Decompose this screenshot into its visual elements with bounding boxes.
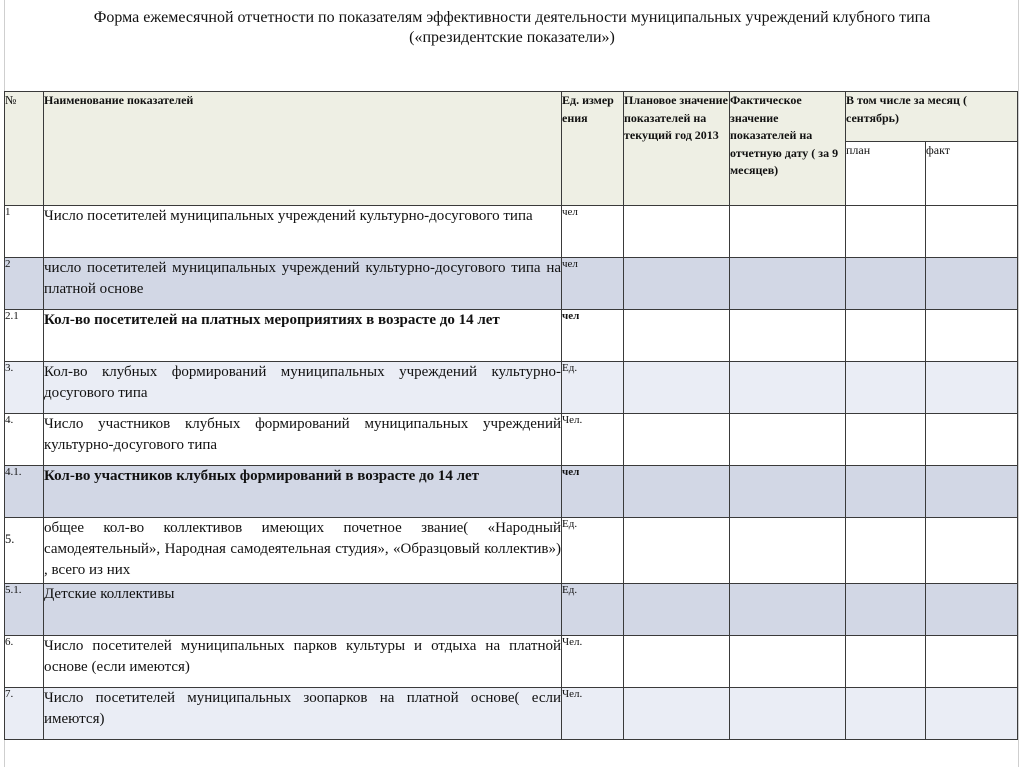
unit-cell: чел — [562, 310, 624, 362]
indicator-name: Детские коллективы — [44, 584, 562, 636]
table-row — [5, 518, 1018, 584]
unit-cell: Чел. — [562, 636, 624, 688]
month-plan-cell — [846, 466, 926, 518]
row-number: 2 — [5, 258, 44, 310]
planned-value-cell — [624, 636, 730, 688]
indicator-name: Число посетителей муниципальных зоопарков на платной основе( если имеются) — [44, 688, 562, 740]
table-row — [5, 584, 1018, 636]
row-number: 5. — [5, 518, 44, 584]
indicator-name: Число участников клубных формирований муниципальных учреждений культурно-досугового типа — [44, 414, 562, 466]
row-number: 4.1. — [5, 466, 44, 518]
actual-value-cell — [730, 518, 846, 584]
planned-value-cell — [624, 206, 730, 258]
planned-value-cell — [624, 584, 730, 636]
planned-value-cell — [624, 310, 730, 362]
indicator-name: число посетителей муниципальных учреждений культурно-досугового типа на платной основе — [44, 258, 562, 310]
table-row — [5, 636, 1018, 688]
table-row — [5, 362, 1018, 414]
header-num: № — [5, 92, 44, 206]
unit-cell: Ед. — [562, 362, 624, 414]
row-number: 5.1. — [5, 584, 44, 636]
header-plan: план — [846, 142, 926, 206]
actual-value-cell — [730, 414, 846, 466]
header-fact: факт — [926, 142, 1018, 206]
month-plan-cell — [846, 688, 926, 740]
table-header — [5, 92, 1018, 206]
header-unit: Ед. измер ения — [562, 92, 624, 206]
month-plan-cell — [846, 206, 926, 258]
planned-value-cell — [624, 414, 730, 466]
month-fact-cell — [926, 206, 1018, 258]
unit-cell: Ед. — [562, 518, 624, 584]
indicator-name: Кол-во посетителей на платных мероприятиях в возрасте до 14 лет — [44, 310, 562, 362]
actual-value-cell — [730, 258, 846, 310]
table-row — [5, 466, 1018, 518]
row-number: 2.1 — [5, 310, 44, 362]
actual-value-cell — [730, 636, 846, 688]
actual-value-cell — [730, 362, 846, 414]
month-fact-cell — [926, 362, 1018, 414]
month-plan-cell — [846, 414, 926, 466]
title-line-1: Форма ежемесячной отчетности по показателям эффективности деятельности муниципальных учреждений клубного типа — [93, 9, 931, 26]
header-actual: Фактическое значение показателей на отчетную дату ( за 9 месяцев) — [730, 92, 846, 206]
header-month-group: В том числе за месяц ( сентябрь) — [846, 92, 1018, 142]
planned-value-cell — [624, 688, 730, 740]
planned-value-cell — [624, 258, 730, 310]
month-fact-cell — [926, 414, 1018, 466]
indicator-name: Кол-во участников клубных формирований в возрасте до 14 лет — [44, 466, 562, 518]
row-number: 7. — [5, 688, 44, 740]
month-fact-cell — [926, 466, 1018, 518]
table-row — [5, 688, 1018, 740]
month-fact-cell — [926, 310, 1018, 362]
month-plan-cell — [846, 258, 926, 310]
unit-cell: чел — [562, 466, 624, 518]
month-fact-cell — [926, 688, 1018, 740]
header-planned: Плановое значение показателей на текущий год 2013 — [624, 92, 730, 206]
actual-value-cell — [730, 466, 846, 518]
actual-value-cell — [730, 206, 846, 258]
table-row — [5, 206, 1018, 258]
table-row — [5, 258, 1018, 310]
month-fact-cell — [926, 584, 1018, 636]
document-title — [0, 8, 1024, 48]
month-plan-cell — [846, 362, 926, 414]
month-plan-cell — [846, 518, 926, 584]
indicator-name: Кол-во клубных формирований муниципальных учреждений культурно-досугового типа — [44, 362, 562, 414]
table-row — [5, 414, 1018, 466]
month-fact-cell — [926, 636, 1018, 688]
unit-cell: чел — [562, 206, 624, 258]
unit-cell: Ед. — [562, 584, 624, 636]
row-number: 4. — [5, 414, 44, 466]
month-plan-cell — [846, 636, 926, 688]
planned-value-cell — [624, 518, 730, 584]
table-row — [5, 310, 1018, 362]
row-number: 6. — [5, 636, 44, 688]
table-body — [5, 206, 1018, 740]
planned-value-cell — [624, 466, 730, 518]
title-line-2: («президентские показатели») — [409, 29, 615, 46]
month-fact-cell — [926, 258, 1018, 310]
month-plan-cell — [846, 584, 926, 636]
indicator-name: общее кол-во коллективов имеющих почетное звание( «Народный самодеятельный», Народная самодеятельная студия», «Образцовый коллектив») , всего из них — [44, 518, 562, 584]
header-name: Наименование показателей — [44, 92, 562, 206]
report-table — [4, 91, 1018, 740]
actual-value-cell — [730, 688, 846, 740]
actual-value-cell — [730, 584, 846, 636]
unit-cell: Чел. — [562, 688, 624, 740]
indicator-name: Число посетителей муниципальных парков культуры и отдыха на платной основе (если имеются) — [44, 636, 562, 688]
month-fact-cell — [926, 518, 1018, 584]
row-number: 3. — [5, 362, 44, 414]
unit-cell: Чел. — [562, 414, 624, 466]
actual-value-cell — [730, 310, 846, 362]
unit-cell: чел — [562, 258, 624, 310]
planned-value-cell — [624, 362, 730, 414]
row-number: 1 — [5, 206, 44, 258]
indicator-name: Число посетителей муниципальных учреждений культурно-досугового типа — [44, 206, 562, 258]
month-plan-cell — [846, 310, 926, 362]
